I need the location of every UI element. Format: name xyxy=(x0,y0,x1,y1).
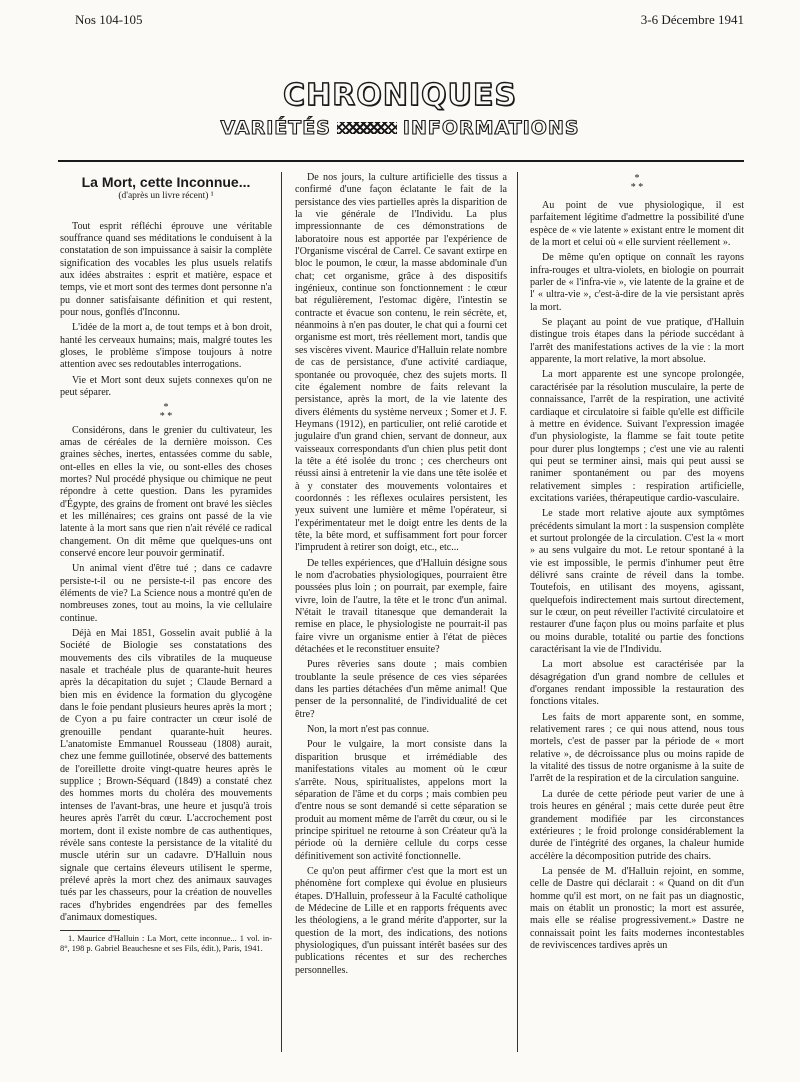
masthead-subtitle-left: VARIÉTÉS xyxy=(220,117,331,139)
column-2 xyxy=(295,172,507,980)
paragraph: La mort apparente est une syncope prolongée, caractérisée par la résolution musculaire, la perte de connaissance, l'arrêt de la respiration, une activité cardiaque et circulatoire si faible qu'elle est difficile à mettre en évidence. Suivant l'expression imagée d'un physiologiste, la flamme se fait toute petite pour durer plus longtemps ; c'est une vie au ralenti qui peut se terminer ainsi, mais qui peut aussi se ranimer spontanément ou par des moyens relativement simples : respiration artificielle, excitations variées, thérapeutique cardio-vasculaire. xyxy=(530,369,744,504)
paragraph: Tout esprit réfléchi éprouve une véritable souffrance quand ses méditations le conduisent à la constatation de son impuissance à saisir la complète signification des vocables les plus usuels relatifs aux idées abstraites : esprit et matière, espace et temps, vie et mort sont des termes dont personne n'a pu donner satisfaisante définition et qui restent, pour nous, gonflés d'Inconnu. xyxy=(60,220,272,319)
paragraph: L'idée de la mort a, de tout temps et à bon droit, hanté les cerveaux humains; mais, malgré toutes les gloses, le problème s'impose toujours à notre attention avec ses redoutables interrogations. xyxy=(60,322,272,371)
section-separator: * * * xyxy=(630,173,644,193)
paragraph: De même qu'en optique on connaît les rayons infra-rouges et ultra-violets, en biologie on pourrait parler de « l'infra-vie », vie latente de la graine et de l' « ultra-vie », c'est-à-dire de la vie persistant après la mort. xyxy=(530,252,744,313)
page-header xyxy=(75,12,744,32)
footnote: 1. Maurice d'Halluin : La Mort, cette inconnue... 1 vol. in-8°, 198 p. Gabriel Beauchesne et ses Fils, édit.), Paris, 1941. xyxy=(60,934,272,954)
footnote-rule xyxy=(60,930,120,931)
ornament-icon xyxy=(337,122,397,134)
masthead-subtitle xyxy=(0,117,800,139)
paragraph: Déjà en Mai 1851, Gosselin avait publié à la Société de Biologie ses constatations des mouvements des cils vibratiles de la muqueuse nasale et trachéale plus de quarante-huit heures après la décapitation du sujet ; Claude Bernard a bien mis en évidence la formation du glycogène dans le foie pendant plusieurs heures après la mort ; de Cyon a pu faire contracter un cœur isolé de grenouille pendant quarante-huit heures. L'anatomiste Emmanuel Rousseau (1808) aurait, chez une femme guillotinée, observé des battements de l'oreillette droite vingt-quatre heures après le supplice ; Brown-Séquard (1849) a constaté chez des hommes morts du choléra des mouvements intenses de l'avant-bras, une heure et jusqu'à trois heures après l'arrêt du cœur. L'accrochement post mortem, dont il existe nombre de cas authentiques, révèle sans conteste la persistance de la vitalité du muscle utérin sur un cadavre. D'Halluin nous signale que certains éleveurs utilisent le sperme, prélevé après la mort chez des animaux sauvages tués par les chasseurs, pour la création de nouvelles races d'hybrides engendrées par des femelles d'animaux domestiques. xyxy=(60,628,272,923)
masthead xyxy=(0,78,800,139)
paragraph: Le stade mort relative ajoute aux symptômes précédents simulant la mort : la suspension complète et surtout prolongée de la circulation. C'est la « mort » au sens vulgaire du mot. Le retour spontané à la vie est impossible, le permis d'inhumer peut être délivré sans crainte de réveil dans la tombe. Toutefois, en utilisant des moyens, agissant, quelquefois indirectement mais surtout directement, sur le cœur, on peut réveiller l'activité circulatoire et restaurer d'une façon plus ou moins parfaite et plus ou moins durable, totalité ou partie des fonctions caractérisant la vie de l'Individu. xyxy=(530,508,744,656)
column-rule xyxy=(517,172,518,1052)
paragraph: La mort absolue est caractérisée par la désagrégation d'un grand nombre de cellules et d'organes rendant impossible la restauration des fonctions vitales. xyxy=(530,659,744,708)
masthead-subtitle-right: INFORMATIONS xyxy=(402,117,580,139)
column-1 xyxy=(60,172,272,954)
paragraph: De nos jours, la culture artificielle des tissus a confirmé d'une façon éclatante le fait de la persistance des vies partielles après la disparition de la vie générale de l'Individu. La plus impressionnante de ces démonstrations de laboratoire nous est apportée par l'expérience de l'Organisme viscéral de Carrel. Ce savant extirpe en bloc le poumon, le cœur, la masse abdominale d'un chat; cet organisme, grâce à des dispositifs ingénieux, continue son fonctionnement : le cœur bat régulièrement, l'estomac digère, l'intestin se contracte et évacue son contenu, le rein sécrète, et, néanmoins à n'en pas douter, le chat qui a fourni cet organisme est mort, très réellement mort, tandis que ses viscères vivent. Maurice d'Halluin relate nombre de cas de persistance, d'une activité cardiaque, spontanée ou provoquée, chez des sujets morts. Il cite également nombre de faits relevant la persistance, après la mort, de la vie latente des divers éléments du système nerveux ; Somer et J. F. Heymans (1912), en particulier, ont relié carotide et jugulaire d'un grand chien, servant de donneur, aux vaisseaux correspondants d'un chien plus petit dont la tête a été isolée du tronc ; ces chercheurs ont réussi ainsi à entretenir la vie dans une tête isolée et à y constater des mouvements volontaires et coordonnés : les réflexes oculaires persistent, les yeux suivent une lumière et même l'opérateur, si l'expérimentateur met le doigt entre les dents de la tête, la bête mord, et suffisamment fort pour forcer l'imprudent à retirer son doigt, etc., etc... xyxy=(295,172,507,554)
paragraph: Un animal vient d'être tué ; dans ce cadavre persiste-t-il ou ne persiste-t-il pas encore des éléments de vie? La Science nous a montré qu'en de nombreuses zones, tout au moins, la vie cellulaire continue. xyxy=(60,563,272,624)
issue-date: 3-6 Décembre 1941 xyxy=(640,12,744,27)
paragraph: La durée de cette période peut varier de une à trois heures en général ; mais cette durée peut être grandement modifiée par les circonstances extérieures ; le froid prolonge considérablement la durée de l'intégrité des organes, la chaleur humide accélère la décomposition putride des chairs. xyxy=(530,788,744,862)
masthead-divider xyxy=(58,160,744,162)
paragraph: Considérons, dans le grenier du cultivateur, les amas de céréales de la dernière moisson. Ces graines sèches, inertes, entassées comme du sable, ont-elles en elles la vie, ou sont-elles des choses mortes? Nul procédé physique ou chimique ne peut répondre à cette question. Dans les pyramides d'Égypte, des grains de froment ont bravé les siècles et les millénaires; ces grains ont passé de la vie latente à la mort sans que rien n'ait révélé ce radical changement. On dit même que quelques-uns ont conservé encore leur pouvoir germinatif. xyxy=(60,424,272,559)
paragraph: De telles expériences, que d'Halluin désigne sous le nom d'acrobaties physiologiques, pourraient être poussées plus loin ; on pourrait, par exemple, faire vivre, loin de l'autre, la tête et le tronc d'un animal. N'était le travail titanesque que demanderait la remise en place, le physiologiste ne pourrait-il pas faire vivre un organisme entier à l'état de pièces détachées et le reconstituer ensuite? xyxy=(295,557,507,656)
article-title: La Mort, cette Inconnue... xyxy=(81,174,251,190)
paragraph: Pures rêveries sans doute ; mais combien troublante la seule présence de ces vies séparées dans les parties détachées d'un même animal! Que penser de la personnalité, de l'individualité de cet être? xyxy=(295,659,507,720)
issue-number: Nos 104-105 xyxy=(75,12,143,27)
paragraph: Ce qu'on peut affirmer c'est que la mort est un phénomène fort complexe qui évolue en plusieurs étapes. D'Halluin, professeur à la Faculté catholique de Médecine de Lille et en rapports fréquents avec les théologiens, a le grand mérite d'apporter, sur la question de la mort, des indications, des notions physiologiques, d'un puissant intérêt basées sur des publications récentes et sur des recherches personnelles. xyxy=(295,865,507,976)
paragraph: Se plaçant au point de vue pratique, d'Halluin distingue trois étapes dans la période succédant à l'arrêt des manifestations actives de la vie : la mort apparente, la mort relative, la mort absolue. xyxy=(530,317,744,366)
paragraph: Les faits de mort apparente sont, en somme, relativement rares ; ce qui nous attend, nous tous mortels, c'est de passer par la période de « mort relative », de décroissance plus ou moins rapide de la vitalité des tissus de notre organisme à la suite de l'arrêt de la respiration et de la circulation sanguine. xyxy=(530,711,744,785)
column-rule xyxy=(281,172,282,1052)
paragraph: La pensée de M. d'Halluin rejoint, en somme, celle de Dastre qui déclarait : « Quand on dit d'un homme qu'il est mort, on ne fait pas un diagnostic, mais on établit un pronostic; la mort est assurée, mais elle se réalise progressivement.» Dastre ne connaissait point les faits modernes incontestables de reviviscences tardives après un xyxy=(530,865,744,951)
article-subtitle: (d'après un livre récent) ¹ xyxy=(118,191,214,202)
paragraph: Pour le vulgaire, la mort consiste dans la disparition brusque et irrémédiable des manifestations vitales au moment où le cœur s'arrête. Nous, spiritualistes, appelons mort la séparation de l'âme et du corps ; mais combien peu d'entre nous se sont demandé si cette séparation se produit au moment même de l'arrêt du cœur, ou si le principe spirituel ne retourne à son Créateur qu'à la période où la dernière cellule du corps cesse définitivement son activité fonctionnelle. xyxy=(295,739,507,862)
masthead-title: CHRONIQUES xyxy=(283,78,517,113)
paragraph: Non, la mort n'est pas connue. xyxy=(307,724,430,736)
paragraph: Vie et Mort sont deux sujets connexes qu'on ne peut séparer. xyxy=(60,374,272,399)
section-separator: * * * xyxy=(159,401,173,422)
paragraph: Au point de vue physiologique, il est parfaitement légitime d'admettre la possibilité d'une espèce de « vie latente » existant entre le moment dit de la mort et celui où « elle survient réellement ». xyxy=(530,200,744,249)
column-3 xyxy=(530,172,744,955)
